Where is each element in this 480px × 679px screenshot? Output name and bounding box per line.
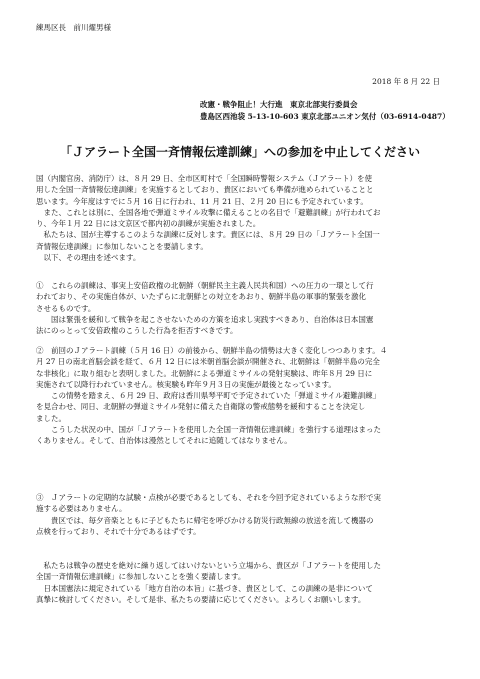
- addressee: 練馬区長 前川燿男様: [36, 23, 111, 32]
- reason-line: ② 前回のＪアラート訓練（５月 16 日）の前後から、朝鮮半島の情勢は大きく変化しつつあります。４: [36, 346, 388, 355]
- intro-line: また、これとは別に、全国各地で弾道ミサイル攻撃に備えることの名目で「避難訓練」が行われてお: [36, 207, 381, 217]
- reason-line: を見合わせ、同日、北朝鮮の弾道ミサイル発射に備えた自衛隊の警戒態勢を緩和することを決定し: [36, 402, 366, 412]
- sender-address: 豊島区西池袋 5-13-10-603 東京北部ユニオン気付（03-6914-0487）: [200, 112, 450, 121]
- intro-line: 国（内閣官房、消防庁）は、８月 29 日、全市区町村で「全国瞬時警報システム（Ｊアラート）を使: [36, 174, 373, 183]
- intro-line: り、今年１月 22 日には文京区で都内初の訓練が実施されました。: [36, 219, 261, 229]
- closing-line: 日本国憲法に規定されている「地方自治の本旨」に基づき、貴区として、この訓練の是非について: [36, 583, 373, 593]
- intro-line: 私たちは、国が主導するこのような訓練に反対します。貴区には、８月 29 日の「Ｊアラート全国一: [36, 230, 380, 240]
- reason-line: ました。: [36, 413, 66, 423]
- intro-line: 以下、その理由を述べます。: [36, 253, 141, 263]
- intro-line: 思います。今年度はすでに５月 16 日に行われ、11 月 21 日、２月 20 日にも予定されています。: [36, 196, 368, 206]
- reason-line: くありません。そして、自治体は漫然としてそれに追随してはなりません。: [36, 436, 292, 446]
- reason-line: 法にのっとって安倍政権のこうした行為を拒否すべきです。: [36, 326, 238, 336]
- reason-line: この情勢を踏まえ、６月 29 日、政府は香川県琴平町で予定されていた「弾道ミサイル避難訓練」: [36, 391, 381, 401]
- reason-line: ① これらの訓練は、事実上安倍政権の北朝鮮（朝鮮民主主義人民共和国）への圧力の一環として行: [36, 281, 374, 290]
- sender-org: 改憲・戦争阻止！大行進 東京北部実行委員会: [200, 100, 358, 109]
- reason-line: 国は緊張を緩和して戦争を起こさせないための方策を追求し実践すべきあり、自治体は日本国憲: [36, 314, 374, 324]
- reason-line: 月 27 日の南北首脳会談を経て、６月 12 日には米朝首脳会談が開催され、北朝鮮は「朝鮮半島の完全: [36, 357, 380, 367]
- closing-line: 私たちは戦争の歴史を絶対に繰り返してはいけないという立場から、貴区が「Ｊアラートを使用した: [36, 561, 381, 570]
- page-title: 「Ｊアラート全国一斉情報伝達訓練」への参加を中止してください: [59, 145, 420, 159]
- date: 2018 年 8 月 22 日: [372, 77, 440, 86]
- reason-1: [36, 280, 456, 336]
- reason-line: 点検を行っており、それで十分であるはずです。: [36, 526, 201, 536]
- intro-paragraph: [36, 173, 456, 263]
- reason-line: こうした状況の中、国が「Ｊアラートを使用した全国一斉情報伝達訓練」を強行する道理はまった: [36, 425, 381, 435]
- reason-line: 実施されて以降行われていません。核実験も昨年９月３日の実施が最後となっています。: [36, 379, 336, 389]
- intro-line: 用した全国一斉情報伝達訓練」を実施するとしており、貴区においても準備が進められていることと: [36, 185, 374, 195]
- closing-line: 真摯に検討してください。そして是非、私たちの要請に応じてください。よろしくお願いします。: [36, 594, 366, 604]
- reason-3: [36, 492, 456, 537]
- reason-line: 施する必要はありません。: [36, 504, 127, 514]
- reason-line: させるものです。: [36, 303, 96, 313]
- reason-line: ③ Ｊアラートの定期的な試験・点検が必要であるとしても、それを今回予定されているような形で実: [36, 493, 381, 502]
- reason-line: 貴区では、毎夕音楽とともに子どもたちに帰宅を呼びかける防災行政無線の放送を流して機器の: [36, 515, 374, 525]
- closing-line: 全国一斉情報伝達訓練」に参加しないことを強く要請します。: [36, 572, 246, 582]
- intro-line: 斉情報伝達訓練」に参加しないことを要請します。: [36, 241, 208, 251]
- closing-paragraph: [36, 560, 456, 605]
- reason-line: われており、その実施自体が、いたずらに北朝鮮との対立をあおり、朝鮮半島の軍事的緊張を激化: [36, 292, 366, 302]
- reason-2: [36, 345, 456, 447]
- reason-line: な非核化」に取り組むと表明しました。北朝鮮による弾道ミサイルの発射実験は、昨年８月 29 日に: [36, 368, 373, 378]
